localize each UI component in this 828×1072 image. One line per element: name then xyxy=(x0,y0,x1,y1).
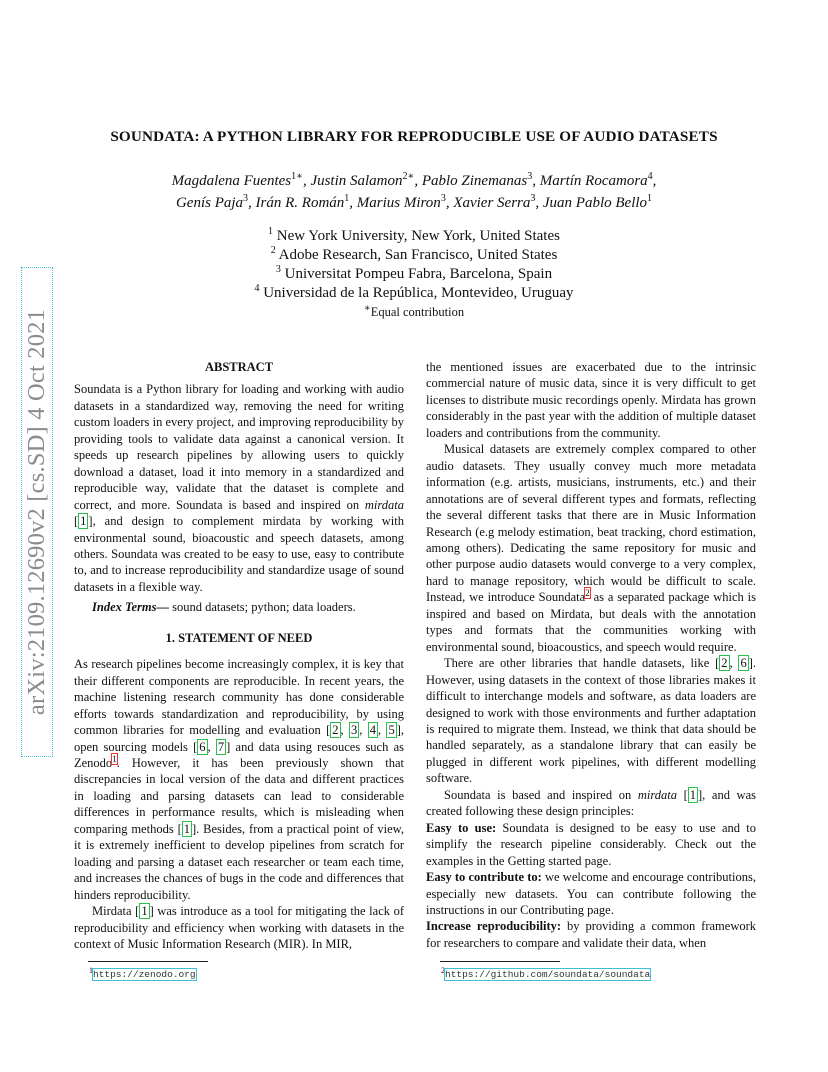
citation-link[interactable]: 1 xyxy=(689,787,696,802)
author: Juan Pablo Bello$^1$ xyxy=(542,192,653,211)
citation-link[interactable]: 2 xyxy=(332,723,339,738)
affiliation: $^3$ Universitat Pompeu Fabra, Barcelona, Spain xyxy=(275,264,553,282)
citation-link[interactable]: 2 xyxy=(721,656,728,671)
equal-contribution-note: ∗Equal contribution xyxy=(363,302,465,319)
abstract-heading: ABSTRACT xyxy=(204,360,274,374)
author: Magdalena Fuentes$^{1∗}$ xyxy=(171,171,303,189)
section-heading-statement-of-need: 1. STATEMENT OF NEED xyxy=(165,630,313,645)
affiliation: $^4$ Universidad de la República, Montevideo, Uruguay xyxy=(254,283,574,301)
paragraph: the mentioned issues are exacerbated due to the intrinsic commercial nature of music data, since it is very difficult to get licenses to distribute music recordings openly. Mirdata has grown considerably in the past year with the addition of multiple dataset loaders and contributions from the community. xyxy=(426,360,756,440)
affiliations xyxy=(60,227,768,322)
footnote-url-link[interactable]: https://github.com/soundata/soundata xyxy=(445,969,651,981)
paragraph: As research pipelines become increasingly complex, it is key that their different components are reproducible. In recent years, the machine listening research community has done considerable efforts towards standardization and reproducibility, by using common libraries for modelling and evaluation [ 2 , 3 , 4 , 5 ], open sourcing models [ 6 , 7 ] and data using resouces such as Zenodo$^1$. However, it has been previously shown that discrepancies in local version of the data and different practices in loading and parsing datasets can lead to considerable differences in performance results, which is misleading when comparing methods [ 1 ]. Besides, from a practical point of view, it is extremely inefficient to develop pipelines from scratch for loading and parsing a dataset each researcher or team each time, and increases the chances of bugs in the code and differences that hinders reproducibility. xyxy=(74,657,404,902)
author: Xavier Serra$^3$ xyxy=(453,192,536,211)
author: Marius Miron$^3$ xyxy=(356,192,446,211)
index-terms: Index Terms— sound datasets; python; data loaders. xyxy=(92,600,356,615)
design-principle: Increase reproducibility: by providing a common framework for researchers to compare and validate their data, when xyxy=(426,919,757,950)
affiliation: $^1$ New York University, New York, United States xyxy=(268,226,560,244)
citation-link[interactable]: 5 xyxy=(388,723,395,738)
abstract-body: Soundata is a Python library for loading and working with audio datasets in a standardized way, removing the need for writing custom loaders in every project, and improving reproducibility by providing tools to validate data against a canonical version. It speeds up research pipelines by allowing users to quickly download a dataset, load it into memory in a standardized and reproducible way, validate that the dataset is complete and correct, and more. Soundata is based and inspired on mirdata [ 1 ], and design to complement mirdata by working with environmental sound, bioacoustic and speech datasets, among others. Soundata was created to be easy to use, easy to contribute to, and to increase reproducibility and standardize usage of sound datasets in a flexible way. xyxy=(74,382,404,594)
footnote: $^1$https://zenodo.org xyxy=(89,966,196,981)
citation-link[interactable]: 1 xyxy=(80,514,87,529)
footnote-rule xyxy=(440,961,560,962)
author: Irán R. Román$^1$ xyxy=(255,192,350,211)
footnote-link[interactable]: 1 xyxy=(112,753,117,764)
author: Justin Salamon$^{2∗}$ xyxy=(310,171,415,189)
footnote-rule xyxy=(88,961,208,962)
citation-link[interactable]: 7 xyxy=(217,739,225,754)
paragraph: There are other libraries that handle datasets, like [ 2 , 6 ]. However, using datasets in the context of those libraries makes it difficult to interchange models and software, as data loaders are designed to work with those environments and further adaptation is required to migrate them. Instead, we think that data should be handled separately, as a standalone library that can easily be plugged in different work pipelines, with different modelling software. xyxy=(426,656,756,786)
citation-link[interactable]: 3 xyxy=(351,723,358,738)
affiliation: $^2$ Adobe Research, San Francisco, United States xyxy=(270,245,558,263)
paragraph: Soundata is based and inspired on mirdata [ 1 ], and was created following these design principles: xyxy=(426,787,756,819)
right-column xyxy=(426,359,756,951)
author-list: Magdalena Fuentes$^{1∗}$, Justin Salamon$^{2∗}$, Pablo Zinemanas$^3$, Martín Rocamora$^4$, Genís Paja$^3$, Irán R. Román$^1$, Marius Miron$^3$, Xavier Serra$^3$, Juan Pablo Bello$^1$ xyxy=(171,171,657,211)
citation-link[interactable]: 1 xyxy=(141,904,148,919)
citation-link[interactable]: 4 xyxy=(369,723,376,738)
arxiv-identifier[interactable]: arXiv:2109.12690v2 [cs.SD] 4 Oct 2021 xyxy=(23,308,50,716)
paragraph: Musical datasets are extremely complex compared to other audio datasets. They usually convey much more metadata information (e.g. artists, musicians, instruments, etc.) and their annotations are of several different types and formats, reflecting the several different tasks that there are in Music Information Research (e.g melody estimation, beat tracking, chord estimation, among others). Dedicating the same repository for music and other purpose audio datasets would converge to a very complex, hard to manage repository, which would be difficult to scale. Instead, we introduce Soundata$^2$ as a separated package which is inspired and based on Mirdata, but deals with the annotation types and formats that the communities working with environmental sound, bioacoustics, and speech would require. xyxy=(426,442,756,654)
left-column xyxy=(74,359,404,952)
arxiv-stamp xyxy=(17,267,57,757)
footnote-url-link[interactable]: https://zenodo.org xyxy=(93,969,196,981)
author: Genís Paja$^3$ xyxy=(175,192,249,211)
design-principle: Easy to contribute to: we welcome and encourage contributions, especially new datasets. You can contribute following the instructions in our Contributing page. xyxy=(426,870,756,917)
author: Martín Rocamora$^4$ xyxy=(539,171,653,189)
footnote: $^2$https://github.com/soundata/soundata xyxy=(441,966,651,981)
paragraph: Mirdata [ 1 ] was introduce as a tool for mitigating the lack of reproducibility and efficiency when working with datasets in the context of Music Information Research (MIR). In MIR, xyxy=(74,904,404,951)
citation-link[interactable]: 6 xyxy=(740,656,747,671)
citation-link[interactable]: 6 xyxy=(199,739,206,754)
author: Pablo Zinemanas$^3$ xyxy=(421,171,533,189)
footnote-link[interactable]: 2 xyxy=(585,588,590,599)
citation-link[interactable]: 1 xyxy=(183,821,190,836)
design-principle: Easy to use: Soundata is designed to be easy to use and to simplify the research pipeline considerably. Check out the examples in the Getting started page. xyxy=(426,820,756,868)
paper-title: SOUNDATA: A PYTHON LIBRARY FOR REPRODUCIBLE USE OF AUDIO DATASETS xyxy=(110,128,718,145)
